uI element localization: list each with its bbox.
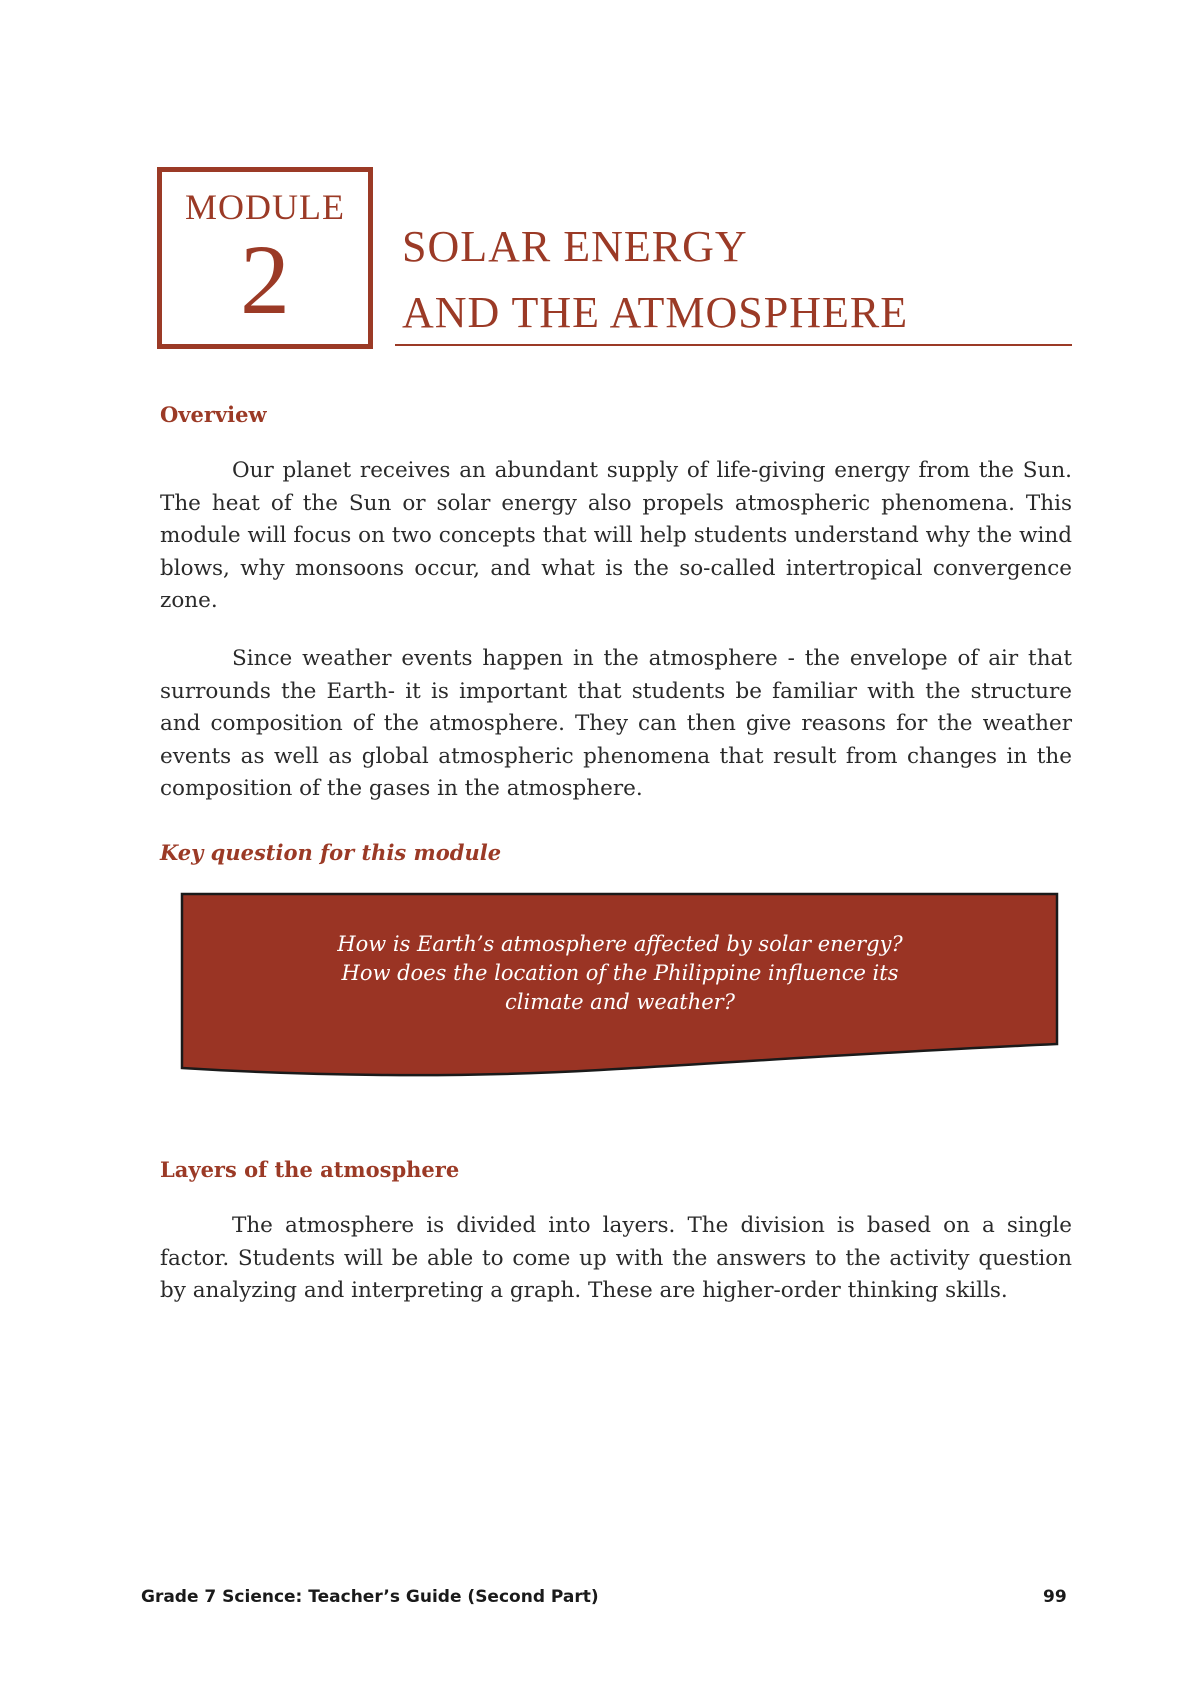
overview-paragraph-1: Our planet receives an abundant supply of life-giving energy from the Sun. The heat of the Sun or solar energy also propels atmospheric phenomena. This module will focus on two concepts that will help students understand why the wind blows, why monsoons occur, and what is the so-called intertropical convergence zone. xyxy=(160,458,1072,614)
layers-paragraph: The atmosphere is divided into layers. The division is based on a single factor. Students will be able to come up with the answers to the activity question by analyzing and interpreting a graph. These are higher-order thinking skills. xyxy=(160,1213,1072,1304)
module-label: MODULE xyxy=(185,187,345,227)
key-question-text xyxy=(240,930,1000,1017)
key-question-line-2: How does the location of the Philippine influence its xyxy=(341,961,899,985)
title-line-2: AND THE ATMOSPHERE xyxy=(402,288,909,337)
footer-text: Grade 7 Science: Teacher’s Guide (Second Part) xyxy=(141,1587,599,1607)
module-number: 2 xyxy=(240,224,290,335)
overview-paragraph-2: Since weather events happen in the atmosphere - the envelope of air that surrounds the Earth- it is important that students be familiar with the structure and composition of the atmosphere. They can then give reasons for the weather events as well as global atmospheric phenomena that result from changes in the composition of the gases in the atmosphere. xyxy=(160,646,1072,802)
key-question-line-1: How is Earth’s atmosphere affected by solar energy? xyxy=(337,932,903,956)
title-underline xyxy=(395,344,1072,346)
key-question-line-3: climate and weather? xyxy=(505,990,735,1014)
page-number: 99 xyxy=(1043,1587,1067,1607)
overview-heading: Overview xyxy=(160,402,267,427)
module-box xyxy=(157,167,373,349)
title-line-1: SOLAR ENERGY xyxy=(402,222,748,271)
key-question-heading: Key question for this module xyxy=(160,840,502,865)
layers-heading: Layers of the atmosphere xyxy=(160,1157,460,1182)
module-title xyxy=(402,214,908,346)
